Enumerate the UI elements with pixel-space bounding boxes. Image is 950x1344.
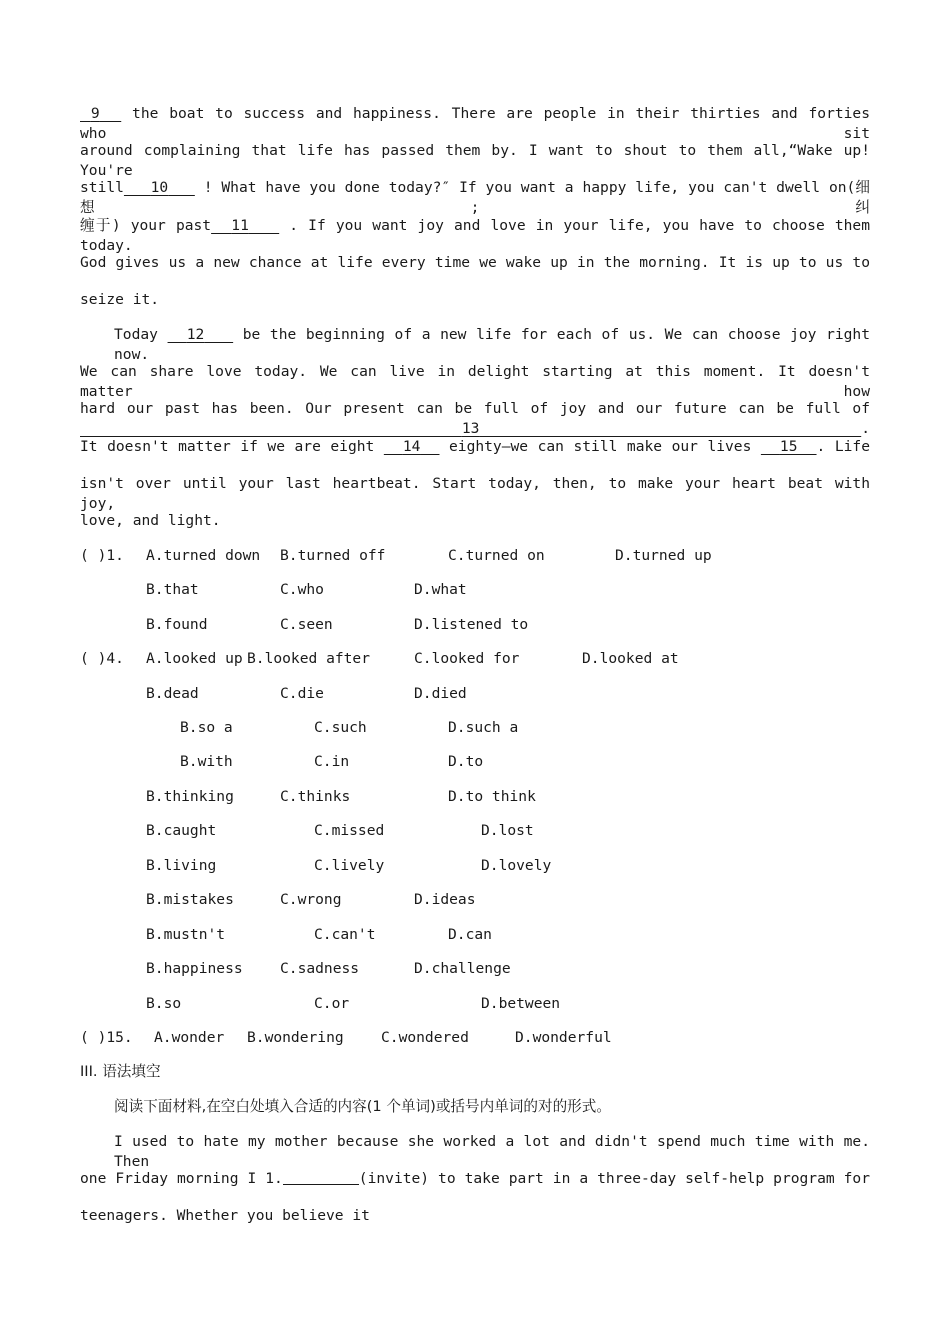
passage-line: We can share love today. We can live in delight starting at this moment. It doesn't matter how: [80, 363, 870, 400]
option-b: B.living: [146, 857, 217, 874]
passage-line: It doesn't matter if we are eight 14 eighty—we can still make our lives 15 . Life: [80, 438, 870, 455]
option-a: A.turned down: [146, 547, 261, 564]
option-c: C.seen: [280, 616, 333, 633]
option-d: D.looked at: [582, 650, 679, 667]
option-c: C.such: [314, 719, 367, 736]
passage-line: love, and light.: [80, 512, 221, 529]
blank-14: 14: [402, 438, 421, 455]
option-d: D.can: [448, 926, 492, 943]
passage-line: God gives us a new chance at life every time we wake up in the morning. It is up to us to: [80, 254, 870, 271]
option-d: D.listened to: [414, 616, 529, 633]
option-d: D.lost: [481, 822, 534, 839]
option-d: D.challenge: [414, 960, 511, 977]
option-b: B.mustn't: [146, 926, 226, 943]
blank-13: 13: [461, 420, 480, 437]
option-d: D.died: [414, 685, 467, 702]
option-b: B.happiness: [146, 960, 243, 977]
option-c: C.looked for: [414, 650, 520, 667]
option-c: C.thinks: [280, 788, 351, 805]
option-b: B.with: [180, 753, 233, 770]
option-d: D.lovely: [481, 857, 552, 874]
section-heading: III. 语法填空: [80, 1063, 161, 1080]
blank-11: 11: [231, 217, 249, 234]
option-b: B.so a: [180, 719, 233, 736]
option-c: C.can't: [314, 926, 376, 943]
blank-10: 10: [150, 179, 169, 196]
blank-15: 15: [779, 438, 798, 455]
section-instruction: 阅读下面材料,在空白处填入合适的内容(1 个单词)或括号内单词的对的形式。: [114, 1098, 611, 1115]
option-c: C.sadness: [280, 960, 360, 977]
option-c: C.who: [280, 581, 324, 598]
passage-line: 9 the boat to success and happiness. There are people in their thirties and forties who sit: [80, 105, 870, 142]
option-a: A.looked up: [146, 650, 243, 667]
option-d: D.turned up: [615, 547, 712, 564]
option-d: D.ideas: [414, 891, 476, 908]
option-b: B.mistakes: [146, 891, 234, 908]
option-b: B.turned off: [280, 547, 386, 564]
passage-line: I used to hate my mother because she worked a lot and didn't spend much time with me. Then: [114, 1133, 870, 1170]
passage-line: isn't over until your last heartbeat. Start today, then, to make your heart beat with joy,: [80, 475, 870, 512]
passage-line: teenagers. Whether you believe it: [80, 1207, 370, 1224]
answer-blank-1[interactable]: [283, 1170, 359, 1185]
option-c: C.in: [314, 753, 350, 770]
option-d: D.to: [448, 753, 484, 770]
option-b: B.found: [146, 616, 208, 633]
passage-line: hard our past has been. Our present can be full of joy and our future can be full of 13 .: [80, 400, 870, 437]
question-paren: ( )4.: [80, 650, 124, 667]
option-d: D.such a: [448, 719, 519, 736]
option-c: C.wondered: [381, 1029, 469, 1046]
blank-9: 9: [90, 105, 100, 122]
option-b: B.dead: [146, 685, 199, 702]
option-c: C.wrong: [280, 891, 342, 908]
option-b: B.thinking: [146, 788, 234, 805]
passage-line: around complaining that life has passed them by. I want to shout to them all,“Wake up! You're: [80, 142, 870, 179]
passage-line: seize it.: [80, 291, 160, 308]
option-b: B.wondering: [247, 1029, 344, 1046]
option-c: C.lively: [314, 857, 385, 874]
option-b: B.caught: [146, 822, 217, 839]
option-b: B.looked after: [247, 650, 371, 667]
option-c: C.turned on: [448, 547, 545, 564]
option-d: D.what: [414, 581, 467, 598]
question-paren: ( )15.: [80, 1029, 133, 1046]
option-c: C.or: [314, 995, 350, 1012]
option-b: B.so: [146, 995, 182, 1012]
passage-line: Today 12 be the beginning of a new life for each of us. We can choose joy right now.: [114, 326, 871, 363]
option-d: D.to think: [448, 788, 536, 805]
option-c: C.missed: [314, 822, 385, 839]
option-c: C.die: [280, 685, 324, 702]
option-d: D.between: [481, 995, 561, 1012]
blank-12: 12: [186, 326, 205, 343]
option-b: B.that: [146, 581, 199, 598]
question-paren: ( )1.: [80, 547, 124, 564]
passage-line: 缠于) your past 11 . If you want joy and love in your life, you have to choose them today.: [80, 217, 870, 254]
option-a: A.wonder: [154, 1029, 225, 1046]
option-d: D.wonderful: [515, 1029, 612, 1046]
passage-line: one Friday morning I 1. (invite) to take part in a three-day self-help program for: [80, 1170, 870, 1187]
passage-line: still 10 ! What have you done today?″ If you want a happy life, you can't dwell on(细想;纠: [80, 179, 871, 216]
